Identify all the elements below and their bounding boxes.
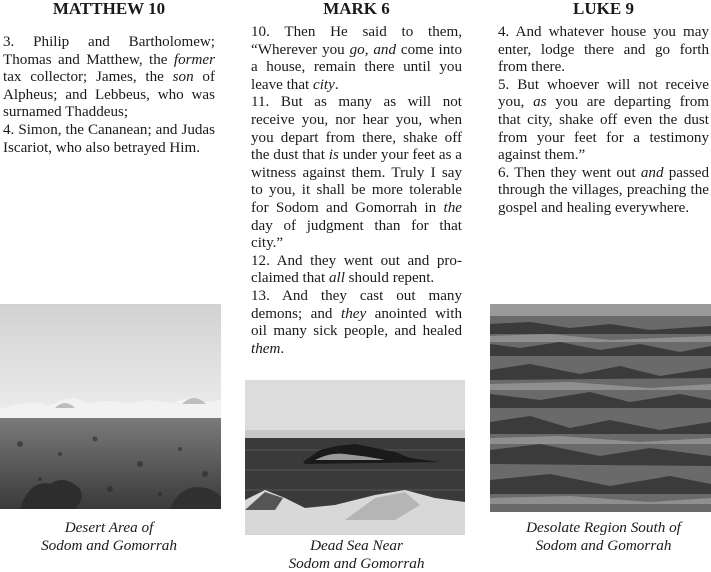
photo-desert-area	[0, 304, 221, 509]
verse: 11. But as many as will not receive you, nor hear you, when you depart from there, shake off the dust that is under your feet as a witness against them. Truly I say to you, it shall be more tolerable for Sodom and Gomorrah in the day of judgment than for that city.”	[251, 94, 462, 252]
verse: 6. Then they went out and passed through the villages, preaching the gospel and healing everywhere.	[498, 164, 709, 216]
verse: 4. And whatever house you may enter, lodge there and go forth from there.	[498, 24, 709, 76]
photo-caption: Desert Area of Sodom and Gomorrah	[41, 519, 177, 554]
passage-text	[251, 24, 462, 358]
verse: 5. But whoever will not receive you, as you are departing from that city, shake off even the dust from your feet for a testimony against them.”	[498, 76, 710, 164]
column-matthew	[3, 0, 215, 157]
verse: 13. And they cast out many demons; and they anointed with oil many sick people, and healed them.	[251, 287, 462, 357]
verse: 4. Simon, the Cananean; and Judas Iscariot, who also betrayed Him.	[3, 121, 215, 156]
photo-caption: Dead Sea Near Sodom and Gomorrah	[288, 537, 425, 572]
verse: 3. Philip and Bartholomew; Thomas and Matthew, the former tax collector; James, the son of Alpheus; and Lebbeus, who was surnamed Thaddeus;	[3, 34, 215, 121]
column-header: MATTHEW 10	[52, 0, 166, 18]
column-mark	[251, 0, 462, 358]
column-luke	[498, 0, 709, 218]
photo-desolate-region	[490, 304, 711, 512]
verse: 12. And they went out and proclaimed that all should repent.	[251, 252, 462, 287]
passage-text	[3, 34, 215, 157]
photo-caption: Desolate Region South of Sodom and Gomorrah	[526, 519, 681, 554]
column-header: LUKE 9	[573, 0, 634, 18]
verse: 10. Then He said to them, “Wherever you go, and come into a house, remain there until you leave that city.	[251, 24, 462, 93]
passage-text	[498, 24, 709, 218]
column-header: MARK 6	[323, 0, 390, 18]
photo-dead-sea	[245, 380, 465, 535]
